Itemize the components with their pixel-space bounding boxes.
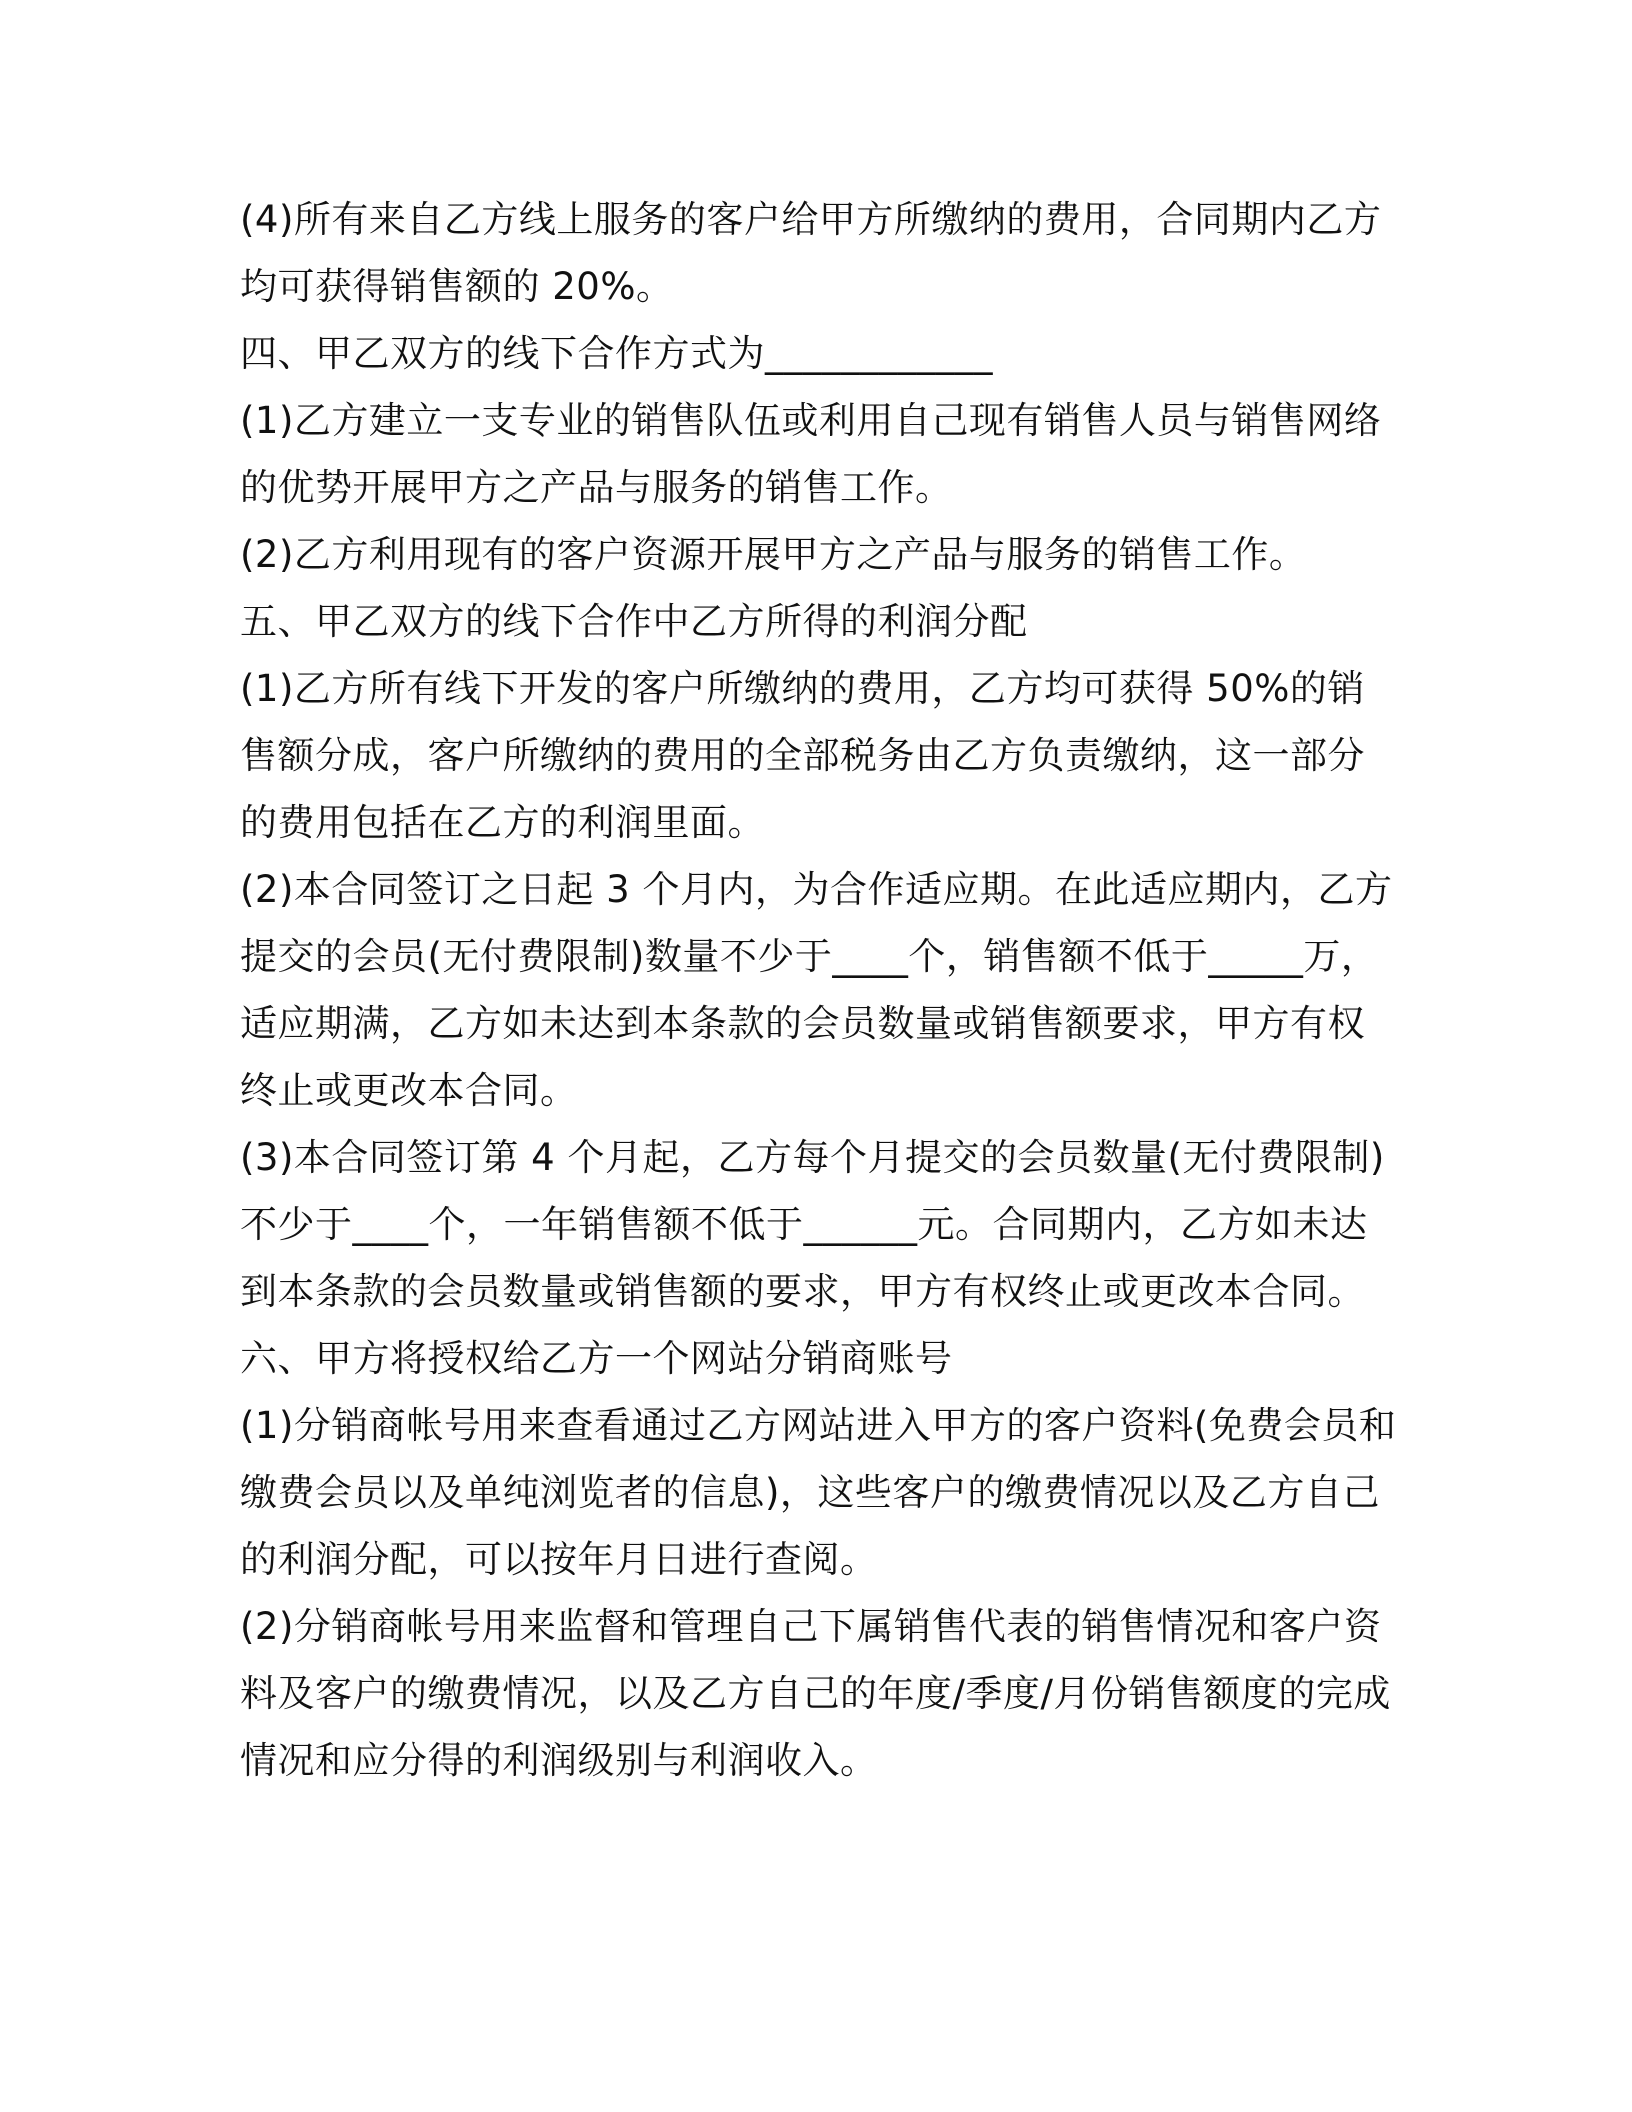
clause-section6-2: (2)分销商帐号用来监督和管理自己下属销售代表的销售情况和客户资料及客户的缴费情况，以及乙方自己的年度/季度/月份销售额度的完成情况和应分得的利润级别与利润收入。 xyxy=(240,1605,1391,1782)
clause-section5-1: (1)乙方所有线下开发的客户所缴纳的费用，乙方均可获得 50%的销售额分成，客户所缴纳的费用的全部税务由乙方负责缴纳，这一部分的费用包括在乙方的利润里面。 xyxy=(240,667,1365,844)
clause-section5-3: (3)本合同签订第 4 个月起，乙方每个月提交的会员数量(无付费限制)不少于____个，一年销售额不低于______元。合同期内，乙方如未达到本条款的会员数量或销售额的要求，甲方有权终止或更改本合同。 xyxy=(240,1136,1385,1313)
section-6-heading: 六、甲方将授权给乙方一个网站分销商账号 xyxy=(240,1337,953,1380)
clause-section4-2: (2)乙方利用现有的客户资源开展甲方之产品与服务的销售工作。 xyxy=(240,533,1307,576)
clause-section4-1: (1)乙方建立一支专业的销售队伍或利用自己现有销售人员与销售网络的优势开展甲方之产品与服务的销售工作。 xyxy=(240,399,1382,509)
clause-section5-2: (2)本合同签订之日起 3 个月内，为合作适应期。在此适应期内，乙方提交的会员(无付费限制)数量不少于____个，销售额不低于_____万，适应期满，乙方如未达到本条款的会员数量或销售额要求，甲方有权终止或更改本合同。 xyxy=(240,868,1393,1112)
clause-4-online-fee-share: (4)所有来自乙方线上服务的客户给甲方所缴纳的费用，合同期内乙方均可获得销售额的 20%。 xyxy=(240,198,1382,308)
document-body xyxy=(240,186,1400,1794)
section-5-heading: 五、甲乙双方的线下合作中乙方所得的利润分配 xyxy=(240,600,1028,643)
section-4-heading: 四、甲乙双方的线下合作方式为____________ xyxy=(240,332,993,375)
clause-section6-1: (1)分销商帐号用来查看通过乙方网站进入甲方的客户资料(免费会员和缴费会员以及单纯浏览者的信息)，这些客户的缴费情况以及乙方自己的利润分配，可以按年月日进行查阅。 xyxy=(240,1404,1397,1581)
